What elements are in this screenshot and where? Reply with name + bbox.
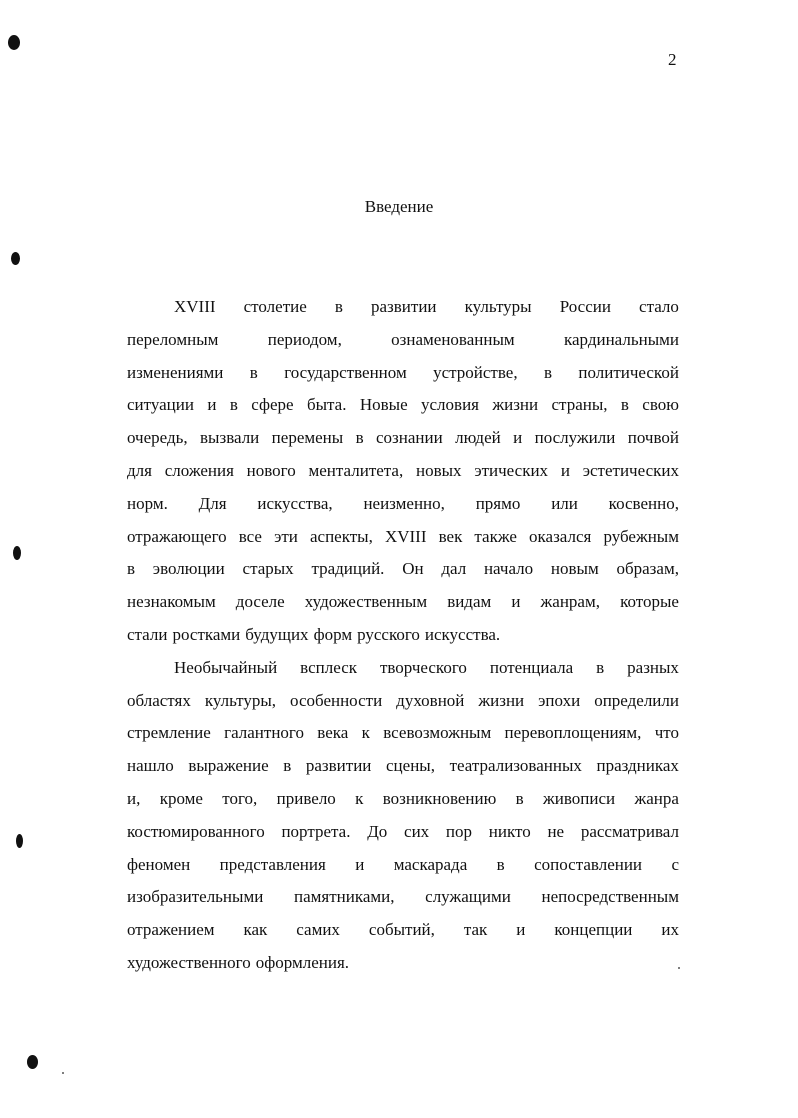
word: искусства. bbox=[424, 624, 501, 644]
word: в bbox=[355, 428, 364, 448]
word: перевоплощениям, bbox=[504, 723, 642, 743]
word: в bbox=[496, 854, 505, 874]
text-line bbox=[127, 717, 679, 750]
word: в bbox=[596, 657, 605, 677]
word: не bbox=[547, 821, 565, 841]
word: художественного bbox=[127, 952, 251, 972]
text-line bbox=[127, 586, 679, 619]
word: в bbox=[620, 395, 629, 415]
word: художественным bbox=[304, 592, 428, 612]
word: ростками bbox=[172, 624, 241, 644]
word: Новые bbox=[359, 395, 408, 415]
word: ознаменованным bbox=[391, 329, 515, 349]
word: государственном bbox=[284, 362, 407, 382]
word: и, bbox=[127, 788, 141, 808]
word: культуры, bbox=[204, 690, 277, 710]
word: переломным bbox=[127, 329, 219, 349]
word: XVIII bbox=[174, 297, 216, 316]
word: новым bbox=[550, 559, 599, 579]
word: всплеск bbox=[300, 657, 357, 677]
scan-speck bbox=[678, 967, 680, 969]
punch-hole-mark bbox=[27, 1055, 38, 1069]
word: рассматривал bbox=[580, 821, 679, 841]
word: в bbox=[283, 756, 292, 776]
text-line bbox=[127, 521, 679, 554]
word: культуры bbox=[464, 297, 532, 316]
word: вызвали bbox=[200, 428, 260, 448]
text-line bbox=[127, 914, 679, 947]
word: нового bbox=[246, 460, 296, 480]
word: потенциала bbox=[489, 657, 574, 677]
word: сопоставлении bbox=[534, 854, 643, 874]
text-line bbox=[127, 816, 679, 849]
word: людей bbox=[455, 428, 501, 448]
word: эти bbox=[274, 526, 298, 546]
word: областях bbox=[127, 690, 191, 710]
word: устройстве, bbox=[433, 362, 518, 382]
word: и bbox=[511, 592, 521, 612]
text-line bbox=[127, 357, 679, 390]
section-heading: Введение bbox=[364, 197, 434, 216]
word: их bbox=[661, 920, 679, 940]
word: портрета. bbox=[281, 821, 351, 841]
word: сцены, bbox=[386, 756, 435, 776]
word: кроме bbox=[159, 788, 203, 808]
punch-hole-mark bbox=[8, 35, 20, 50]
word: кардинальными bbox=[564, 329, 679, 349]
word: форм bbox=[313, 624, 353, 644]
word: Он bbox=[402, 559, 424, 579]
word: почвой bbox=[627, 428, 679, 448]
word: аспекты, bbox=[309, 526, 373, 546]
word: развитии bbox=[305, 756, 372, 776]
word: что bbox=[654, 723, 679, 743]
word: в bbox=[543, 362, 552, 382]
word: памятниками, bbox=[293, 887, 395, 907]
word: века bbox=[317, 723, 349, 743]
word: или bbox=[551, 493, 578, 513]
word: определили bbox=[594, 690, 679, 710]
word: неизменно, bbox=[363, 493, 445, 513]
word: событий, bbox=[368, 920, 435, 940]
word: как bbox=[243, 920, 268, 940]
text-line bbox=[127, 947, 679, 980]
word: представления bbox=[219, 854, 326, 874]
text-line bbox=[127, 783, 679, 816]
word: очередь, bbox=[127, 428, 188, 448]
word: эпохи bbox=[538, 690, 581, 710]
word: сознании bbox=[376, 428, 443, 448]
word: ситуации bbox=[127, 395, 194, 415]
word: периодом, bbox=[267, 329, 342, 349]
word: изобразительными bbox=[127, 887, 264, 907]
word: к bbox=[361, 723, 370, 743]
word: пор bbox=[445, 821, 473, 841]
word: непосредственным bbox=[541, 887, 679, 907]
word: изменениями bbox=[127, 362, 224, 382]
word: сфере bbox=[251, 395, 294, 415]
word: оказался bbox=[529, 526, 592, 546]
paragraph bbox=[127, 652, 679, 980]
word: отражением bbox=[127, 920, 215, 940]
text-line bbox=[127, 389, 679, 422]
word: оформления. bbox=[255, 952, 350, 972]
scan-speck bbox=[62, 1072, 64, 1074]
word: видам bbox=[447, 592, 492, 612]
word: с bbox=[671, 854, 679, 874]
word: и bbox=[207, 395, 217, 415]
word: отражающего bbox=[127, 526, 227, 546]
word: выражение bbox=[188, 756, 269, 776]
word: столетие bbox=[243, 297, 307, 316]
word: доселе bbox=[235, 592, 285, 612]
word: и bbox=[355, 854, 365, 874]
word: нашло bbox=[127, 756, 174, 776]
word: в bbox=[515, 788, 524, 808]
word: для bbox=[127, 460, 152, 480]
word: условия bbox=[421, 395, 479, 415]
word: традиций. bbox=[311, 559, 385, 579]
word: новых bbox=[416, 460, 462, 480]
word: которые bbox=[620, 592, 679, 612]
word: феномен bbox=[127, 854, 191, 874]
word: эстетических bbox=[582, 460, 679, 480]
word: послужили bbox=[534, 428, 616, 448]
word: перемены bbox=[271, 428, 344, 448]
word: сложения bbox=[164, 460, 234, 480]
word: незнакомым bbox=[127, 592, 216, 612]
word: стали bbox=[127, 624, 168, 644]
word: все bbox=[238, 526, 262, 546]
word: прямо bbox=[475, 493, 521, 513]
word: стремление bbox=[127, 723, 211, 743]
text-line bbox=[127, 488, 679, 521]
word: норм. bbox=[127, 493, 168, 513]
word: в bbox=[229, 395, 238, 415]
word: так bbox=[463, 920, 488, 940]
word: живописи bbox=[543, 788, 616, 808]
text-line bbox=[127, 324, 679, 357]
word: и bbox=[516, 920, 526, 940]
word: маскарада bbox=[393, 854, 468, 874]
word: век bbox=[438, 526, 463, 546]
body-text bbox=[127, 291, 679, 980]
word: Для bbox=[198, 493, 227, 513]
text-line bbox=[127, 553, 679, 586]
word: дал bbox=[441, 559, 467, 579]
word: эволюции bbox=[152, 559, 225, 579]
word: особенности bbox=[290, 690, 383, 710]
word: быта. bbox=[306, 395, 347, 415]
word: к bbox=[355, 788, 364, 808]
word: развитии bbox=[371, 297, 437, 316]
word: в bbox=[127, 559, 136, 579]
word: праздниках bbox=[596, 756, 679, 776]
text-line bbox=[127, 750, 679, 783]
text-line bbox=[127, 881, 679, 914]
paragraph bbox=[127, 291, 679, 652]
text-line bbox=[127, 685, 679, 718]
word: привело bbox=[276, 788, 336, 808]
word: галантного bbox=[224, 723, 304, 743]
word: сих bbox=[404, 821, 430, 841]
word: и bbox=[513, 428, 523, 448]
word: жанрам, bbox=[540, 592, 600, 612]
word: XVIII bbox=[384, 526, 427, 546]
word: в bbox=[334, 297, 343, 316]
text-line bbox=[127, 422, 679, 455]
word: также bbox=[474, 526, 517, 546]
word: стало bbox=[639, 297, 679, 316]
word: жизни bbox=[492, 395, 539, 415]
word: и bbox=[560, 460, 570, 480]
word: служащими bbox=[425, 887, 511, 907]
word: будущих bbox=[245, 624, 309, 644]
punch-hole-mark bbox=[11, 252, 20, 265]
word: творческого bbox=[379, 657, 467, 677]
word: страны, bbox=[551, 395, 608, 415]
word: образам, bbox=[616, 559, 679, 579]
word: политической bbox=[578, 362, 679, 382]
word: того, bbox=[222, 788, 258, 808]
word: самих bbox=[296, 920, 340, 940]
word: Необычайный bbox=[174, 657, 278, 677]
text-line bbox=[127, 619, 679, 652]
word: всевозможным bbox=[383, 723, 492, 743]
word: этических bbox=[474, 460, 549, 480]
word: концепции bbox=[554, 920, 633, 940]
word: жизни bbox=[478, 690, 525, 710]
word: русского bbox=[357, 624, 420, 644]
word: косвенно, bbox=[608, 493, 679, 513]
word: искусства, bbox=[257, 493, 333, 513]
punch-hole-mark bbox=[16, 834, 23, 848]
word: старых bbox=[242, 559, 294, 579]
word: свою bbox=[642, 395, 679, 415]
word: начало bbox=[483, 559, 534, 579]
text-line bbox=[127, 291, 679, 324]
page-number: 2 bbox=[668, 50, 677, 69]
word: менталитета, bbox=[308, 460, 404, 480]
text-line bbox=[127, 455, 679, 488]
word: разных bbox=[627, 657, 679, 677]
word: До bbox=[367, 821, 388, 841]
word: костюмированного bbox=[127, 821, 265, 841]
word: жанра bbox=[634, 788, 679, 808]
word: в bbox=[249, 362, 258, 382]
word: рубежным bbox=[603, 526, 679, 546]
word: духовной bbox=[396, 690, 465, 710]
text-line bbox=[127, 849, 679, 882]
text-line bbox=[127, 652, 679, 685]
word: никто bbox=[488, 821, 531, 841]
word: возникновению bbox=[382, 788, 497, 808]
word: театрализованных bbox=[449, 756, 582, 776]
word: России bbox=[559, 297, 611, 316]
punch-hole-mark bbox=[13, 546, 21, 560]
